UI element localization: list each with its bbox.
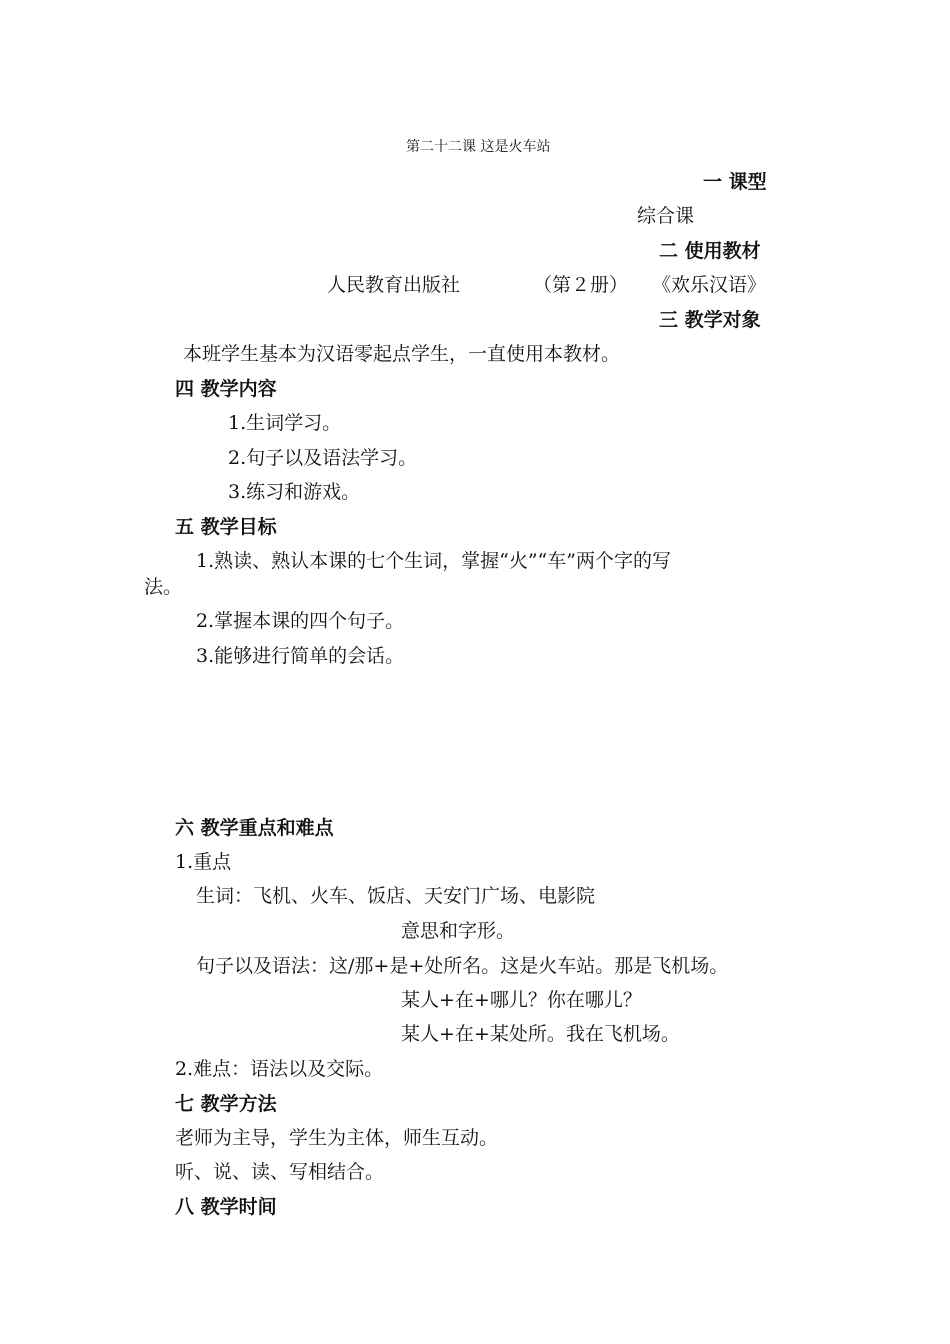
key-vocab-note: 意思和字形。	[401, 920, 516, 942]
section-8-heading: 八 教学时间	[175, 1196, 277, 1218]
section-7-heading: 七 教学方法	[175, 1093, 277, 1115]
section-6-heading: 六 教学重点和难点	[175, 817, 334, 839]
textbook-name: 《欢乐汉语》	[652, 274, 767, 296]
textbook-publisher: 人民教育出版社	[327, 274, 461, 296]
textbook-volume: （第２册）	[533, 274, 629, 296]
content-item-3: 3.练习和游戏。	[228, 481, 361, 503]
method-line-1: 老师为主导，学生为主体，师生互动。	[175, 1127, 499, 1149]
key-points-label: 1.重点	[175, 851, 232, 873]
section-3-heading: 三 教学对象	[659, 309, 761, 331]
content-item-2: 2.句子以及语法学习。	[228, 447, 418, 469]
key-grammar-1: 句子以及语法：这/那+是+处所名。这是火车站。那是飞机场。	[196, 955, 729, 977]
section-4-heading: 四 教学内容	[175, 378, 277, 400]
lesson-title: 第二十二课 这是火车站	[406, 139, 551, 155]
difficulty-line: 2.难点：语法以及交际。	[175, 1058, 384, 1080]
key-grammar-3: 某人+在+某处所。我在飞机场。	[401, 1023, 680, 1045]
section-1-content: 综合课	[637, 205, 695, 227]
section-2-heading: 二 使用教材	[659, 240, 761, 262]
section-5-heading: 五 教学目标	[175, 516, 277, 538]
section-1-heading: 一 课型	[703, 171, 767, 193]
goal-3: 3.能够进行简单的会话。	[196, 645, 405, 667]
goal-2: 2.掌握本课的四个句子。	[196, 610, 405, 632]
content-item-1: 1.生词学习。	[228, 412, 342, 434]
goal-1-line-2: 法。	[144, 576, 183, 598]
method-line-2: 听、说、读、写相结合。	[175, 1161, 385, 1183]
key-vocab: 生词：飞机、火车、饭店、天安门广场、电影院	[196, 885, 596, 907]
goal-1-line-1: 1.熟读、熟认本课的七个生词，掌握“火”“车”两个字的写	[196, 550, 671, 572]
section-3-content: 本班学生基本为汉语零起点学生，一直使用本教材。	[183, 343, 621, 365]
key-grammar-2: 某人+在+哪儿？你在哪儿？	[401, 989, 642, 1011]
